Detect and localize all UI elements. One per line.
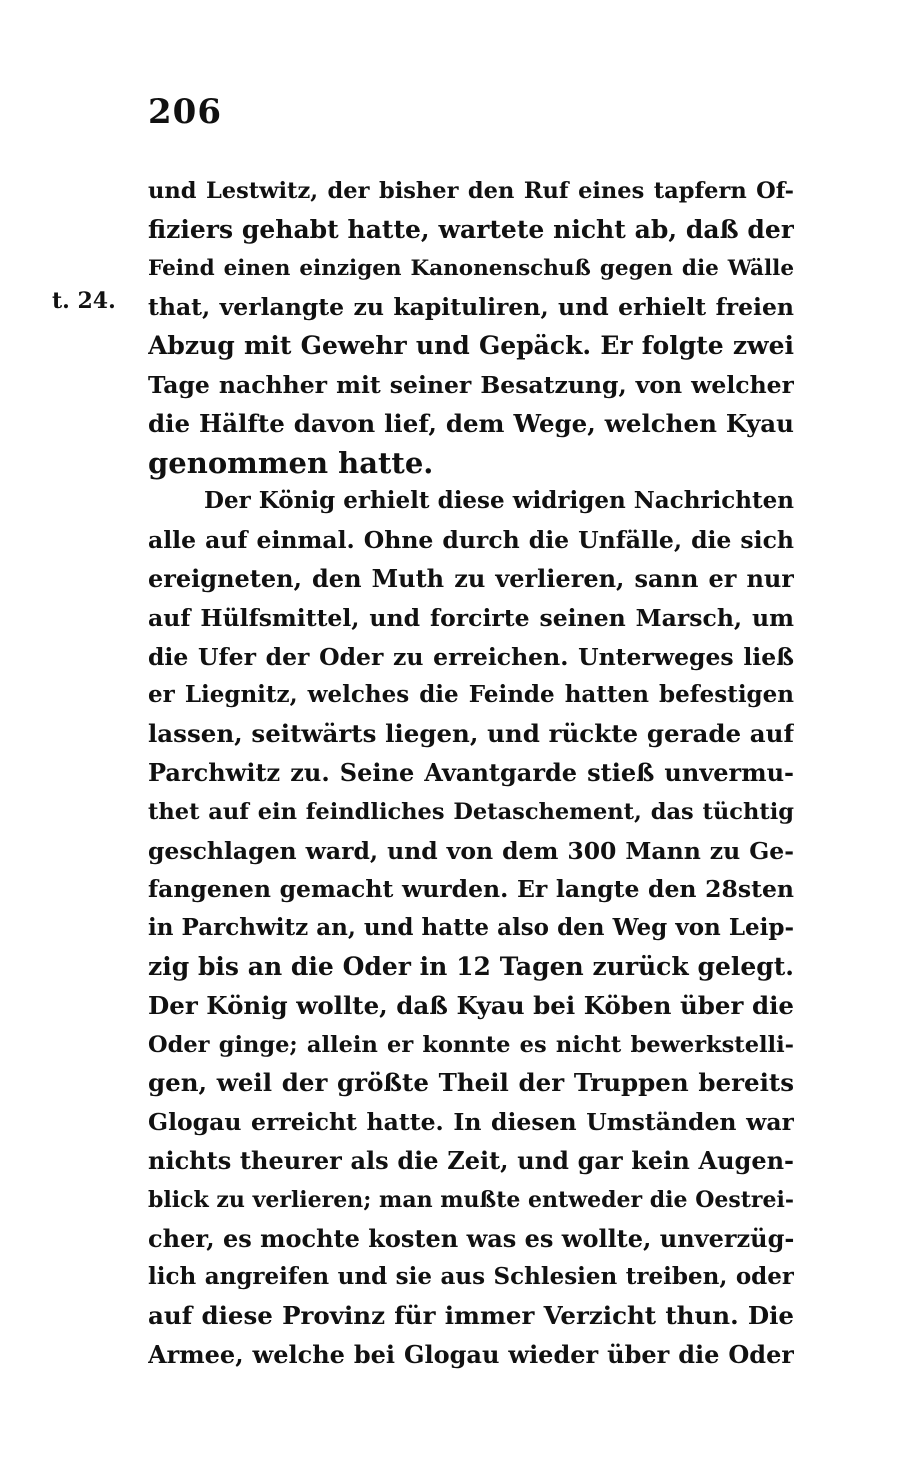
text-line: Der König wollte, daß Kyau bei Köben über die xyxy=(148,990,794,1020)
text-line: geschlagen ward, und von dem 300 Mann zu Ge- xyxy=(148,836,794,865)
text-line: die Hälfte davon lief, dem Wege, welchen Kyau xyxy=(148,408,794,438)
text-line: lich angreifen und sie aus Schlesien treiben, oder xyxy=(148,1263,794,1291)
text-line: blick zu verlieren; man mußte entweder die Oestrei- xyxy=(148,1186,794,1213)
text-line: genommen hatte. xyxy=(148,445,434,480)
text-line: cher, es mochte kosten was es wollte, unverzüg- xyxy=(148,1223,794,1253)
text-line: alle auf einmal. Ohne durch die Unfälle, die sich xyxy=(148,526,794,555)
text-line: fiziers gehabt hatte, wartete nicht ab, daß der xyxy=(148,214,794,244)
text-line: lassen, seitwärts liegen, und rückte gerade auf xyxy=(148,719,794,749)
text-line: er Liegnitz, welches die Feinde hatten befestigen xyxy=(148,681,794,709)
text-line: that, verlangte zu kapituliren, und erhielt freien xyxy=(148,293,794,322)
text-line: zig bis an die Oder in 12 Tagen zurück gelegt. xyxy=(148,951,794,981)
text-line: gen, weil der größte Theil der Truppen bereits xyxy=(148,1068,794,1098)
text-line: nichts theurer als die Zeit, und gar kein Augen- xyxy=(148,1145,794,1175)
text-line: die Ufer der Oder zu erreichen. Unterweges ließ xyxy=(148,642,794,671)
text-line: Armee, welche bei Glogau wieder über die Oder xyxy=(148,1339,794,1369)
margin-note: t. 24. xyxy=(52,288,116,314)
text-line: und Lestwitz, der bisher den Ruf eines tapfern Of- xyxy=(148,178,794,204)
text-line: in Parchwitz an, und hatte also den Weg von Leip- xyxy=(148,914,794,942)
page-number: 206 xyxy=(148,92,222,132)
paragraph-start-line: Der König erhielt diese widrigen Nachrichten xyxy=(204,487,794,515)
text-line: fangenen gemacht wurden. Er langte den 28sten xyxy=(148,875,794,904)
text-line: auf Hülfsmittel, und forcirte seinen Marsch, um xyxy=(148,603,794,632)
text-line: Parchwitz zu. Seine Avantgarde stieß unvermu- xyxy=(148,757,794,787)
text-line: thet auf ein feindliches Detaschement, das tüchtig xyxy=(148,798,794,825)
text-line: Abzug mit Gewehr und Gepäck. Er folgte zwei xyxy=(148,331,794,361)
text-line: auf diese Provinz für immer Verzicht thun. Die xyxy=(148,1301,794,1331)
body-text xyxy=(148,172,794,1375)
text-line: Glogau erreicht hatte. In diesen Umständen war xyxy=(148,1108,794,1137)
text-line: Feind einen einzigen Kanonenschuß gegen die Wälle xyxy=(148,255,794,281)
text-line: Tage nachher mit seiner Besatzung, von welcher xyxy=(148,370,794,399)
text-line: Oder ginge; allein er konnte es nicht bewerkstelli- xyxy=(148,1031,794,1058)
text-line: ereigneten, den Muth zu verlieren, sann er nur xyxy=(148,563,794,593)
